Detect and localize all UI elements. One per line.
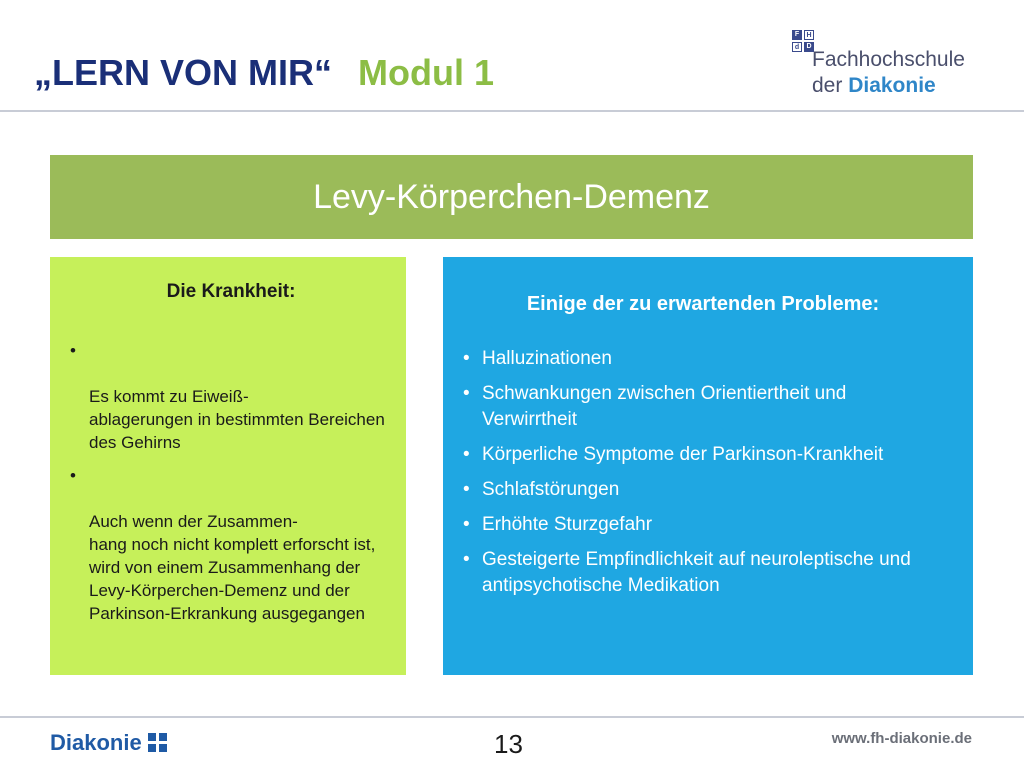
list-item-text: Es kommt zu Eiweiß- ablagerungen in bestimmten Bereichen des Gehirns <box>89 387 385 452</box>
logo-grid-letter: D <box>804 42 814 52</box>
fhdd-logo-icon <box>792 30 814 52</box>
problems-bullet-list <box>463 346 943 599</box>
disease-heading: Die Krankheit: <box>166 281 296 302</box>
logo-grid-letter: H <box>804 30 814 40</box>
logo-line-2-prefix: der <box>812 74 843 97</box>
bullet-icon: • <box>463 549 470 570</box>
bullet-icon: • <box>463 348 470 369</box>
logo-grid-letter: d <box>792 42 802 52</box>
slide-title <box>34 52 494 94</box>
module-label: Modul 1 <box>358 52 494 93</box>
bullet-icon: • <box>463 444 470 465</box>
list-item-text: Gesteigerte Empfindlichkeit auf neuroleptische und antipsychotische Medikation <box>482 549 911 596</box>
bullet-icon: • <box>463 479 470 500</box>
bullet-icon: • <box>463 383 470 404</box>
header-divider <box>0 110 1024 112</box>
diakonie-wordmark: Diakonie <box>50 730 142 755</box>
logo-line-2 <box>812 74 936 98</box>
footer-divider <box>0 716 1024 718</box>
list-item <box>463 346 943 372</box>
list-item-text: Erhöhte Sturzgefahr <box>482 514 653 535</box>
diakonie-cross-icon <box>148 733 168 753</box>
bullet-icon: • <box>70 466 76 485</box>
problems-heading: Einige der zu erwartenden Probleme: <box>526 293 880 315</box>
topic-banner <box>50 155 973 239</box>
list-item <box>463 442 943 468</box>
bullet-icon: • <box>70 341 76 360</box>
problems-box <box>443 257 973 675</box>
page-number: 13 <box>494 729 523 759</box>
list-item <box>463 512 943 538</box>
logo-grid-letter: F <box>792 30 802 40</box>
list-item <box>463 477 943 503</box>
list-item-text: Körperliche Symptome der Parkinson-Krankheit <box>482 444 884 465</box>
list-item-text: Halluzinationen <box>482 348 612 369</box>
diakonie-logo <box>50 731 168 755</box>
logo-line-2-name: Diakonie <box>848 74 936 97</box>
list-item-text: Auch wenn der Zusammen- hang noch nicht komplett erforscht ist, wird von einem Zusammenhang der Levy-Körperchen-Demenz und der Parkinson-Erkrankung ausgegangen <box>89 512 376 623</box>
list-item-text: Schwankungen zwischen Orientiertheit und Verwirrtheit <box>482 383 847 430</box>
bullet-icon: • <box>463 514 470 535</box>
title-text: „LERN VON MIR“ <box>34 52 333 93</box>
website-url[interactable]: www.fh-diakonie.de <box>831 730 972 747</box>
fh-diakonie-logo <box>792 30 992 100</box>
list-item <box>463 547 943 599</box>
list-item-text: Schlafstörungen <box>482 479 620 500</box>
list-item <box>70 464 392 625</box>
list-item <box>70 339 392 454</box>
list-item <box>463 381 943 433</box>
banner-title: Levy-Körperchen-Demenz <box>313 177 710 216</box>
disease-info-box <box>50 257 406 675</box>
logo-line-1: Fachhochschule <box>812 48 965 71</box>
disease-bullet-list <box>70 339 392 625</box>
